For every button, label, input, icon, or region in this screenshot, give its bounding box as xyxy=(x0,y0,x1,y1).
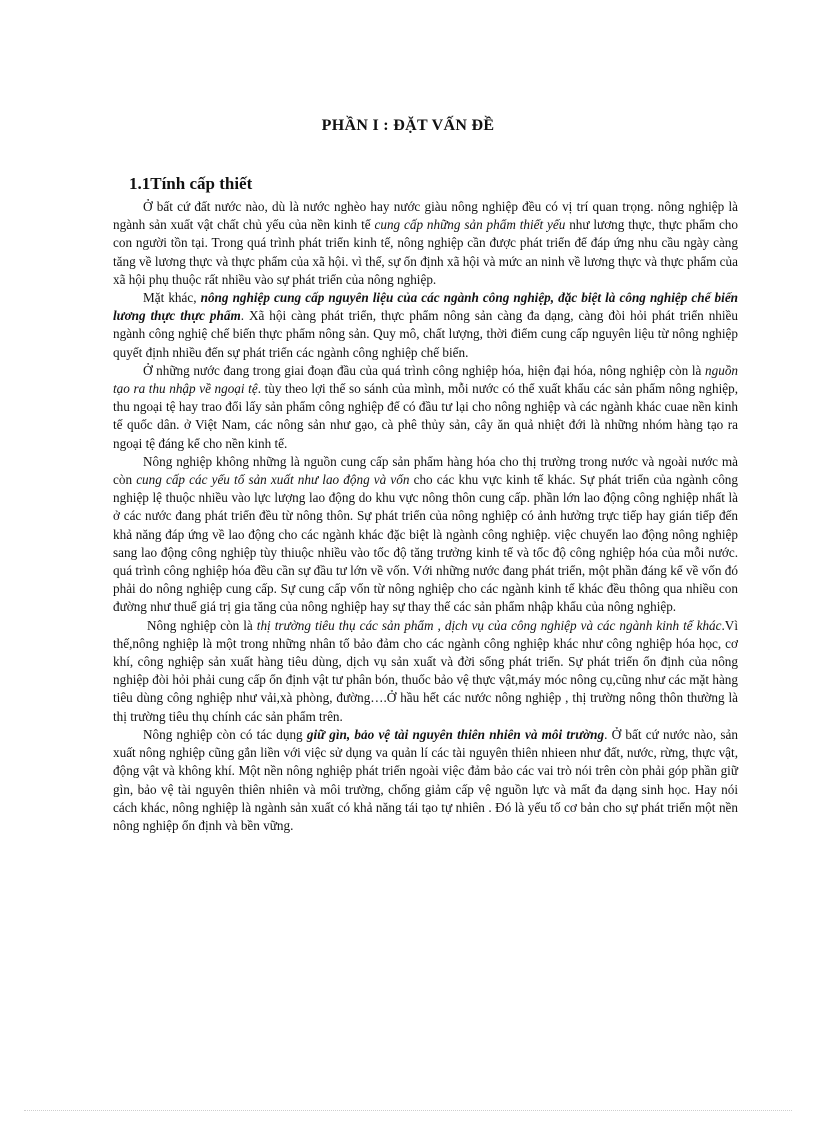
paragraph-5 xyxy=(113,617,738,726)
paragraph-4-rest: cho các khu vực kinh tế khác. Sự phát triển của ngành công nghiệp lệ thuộc nhiều vào lực lượng lao động do khu vực nông thôn cung cấp. phần lớn lao động công nghiệp nhất là ở các nước đang phát triển đều từ nông thôn. Sự phát triển của nông nghiệp có ảnh hưởng trực tiếp hay gián tiếp đến khả năng đáp ứng về lao động cho các ngành khác đặc biệt là ngành công nghiệp. việc chuyển lao động nông nghiệp sang lao động công nghiệp tùy thiuộc nhiều vào tốc độ tăng trưởng kinh tế và tốc độ công nghiệp hóa của mỗi nước. quá trình công nghiệp hóa đều cần sự đầu tư lớn về vốn. Với những nước đang phát triển, một phần đáng kể về vốn đó phải do nông nghiệp cung cấp. Sự cung cấp vốn từ nông nghiệp cho các ngành kinh tế khác đều thông qua nhiều con đường như thuế giá trị gia tăng của nông nghiệp hay sự thay thế các sản phẩm nhập khẩu của nông nghiệp. xyxy=(113,472,738,615)
paragraph-4-text: Nông nghiệp không những là nguồn cung cấp sản phẩm hàng hóa cho thị trường trong nước và ngoài nước mà còn xyxy=(113,453,738,488)
body-text xyxy=(113,198,738,835)
paragraph-1-text: Ở bất cứ đất nước nào, dù là nước nghèo hay nước giàu nông nghiệp đều có vị trí quan trọng. nông nghiệp là ngành sản xuất vật chất chủ yếu của nền kinh tế xyxy=(113,199,738,233)
paragraph-3-emphasis: nguồn tạo ra thu nhập về ngoại tệ xyxy=(113,362,738,397)
paragraph-4-emphasis: cung cấp các yếu tố sản xuất như lao động và vốn xyxy=(136,472,410,488)
page-bottom-divider xyxy=(24,1110,792,1111)
paragraph-3-rest: . tùy theo lợi thế so sánh của mình, mỗi nước có thể xuất khẩu các sản phẩm nông nghiệp, thu ngoại tệ hay trao đổi lấy sản phẩm công nghiệp để có đầu tư lại cho nông nghiệp và các ngành khác cuae nền kinh tế quốc dân. ở Việt Nam, các nông sản như gạo, cà phê thủy sản, cây ăn quả nhiệt đới là những nhóm hàng tạo ra ngoại tệ đáng kể cho nền kinh tế. xyxy=(113,381,738,451)
section-heading: 1.1Tính cấp thiết xyxy=(129,174,253,193)
paragraph-2-text: Mặt khác, xyxy=(143,290,201,306)
paragraph-2 xyxy=(113,289,738,362)
paragraph-1 xyxy=(113,198,738,289)
paragraph-6-emphasis: giữ gìn, bảo vệ tài nguyên thiên nhiên và môi trường xyxy=(306,726,605,742)
page-title: PHẦN I : ĐẶT VẤN ĐỀ xyxy=(321,117,495,134)
paragraph-6-rest: . Ở bất cứ nước nào, sản xuất nông nghiệp cũng gắn liền với việc sử dụng va quản lí các tài nguyên thiên nhieen như đất, nước, rừng, thực vật, động vật và không khí. Một nền nông nghiệp phát triển ngoài việc đảm bảo các vai trò nói trên còn phải góp phần giữ gìn, bảo vệ tài nguyên thiên nhiên và môi trường, chống giảm cấp vệ nguồn lực và mất đa dạng sinh học. Hay nói cách khác, nông nghiệp là ngành sản xuất có khả năng tái tạo tự nhiên . Đó là yếu tố cơ bản cho sự phát triển một nền nông nghiệp ổn định và bền vững. xyxy=(113,726,738,833)
paragraph-3 xyxy=(113,362,738,453)
paragraph-2-emphasis: nông nghiệp cung cấp nguyên liệu của các ngành công nghiệp, đặc biệt là công nghiệp chế biến lương thực thực phẩm xyxy=(113,290,739,324)
paragraph-6 xyxy=(113,726,738,835)
paragraph-1-rest: như lương thực, thực phẩm cho con người tồn tại. Trong quá trình phát triển kinh tế, nông nghiệp cần được phát triển để đáp ứng nhu cầu ngày càng tăng về lương thực và thực phẩm của xã hội. vì thế, sự ổn định xã hội và mức an ninh về lương thực và thực phẩm của xã hội phụ thuộc rất nhiều vào sự phát triển của nông nghiệp. xyxy=(113,217,738,287)
paragraph-3-text: Ở những nước đang trong giai đoạn đầu của quá trình công nghiệp hóa, hiện đại hóa, nông nghiệp còn là xyxy=(143,362,706,378)
paragraph-5-emphasis: thị trường tiêu thụ các sản phẩm , dịch vụ của công nghiệp và các ngành kinh tế khác xyxy=(256,617,722,633)
paragraph-2-rest: . Xã hội càng phát triển, thực phẩm nông sản càng đa dạng, càng đòi hỏi phát triển nhiều ngành công nghiệ chế biến thực phẩm nông sản. Quy mô, chất lượng, thời điểm cung cấp nguyên liệu từ nông nghiệp quyết định nhiều đến sự phát triển các ngành công nghiệp chế biến. xyxy=(113,308,738,360)
paragraph-6-text: Nông nghiệp còn có tác dụng xyxy=(143,726,307,742)
paragraph-5-rest: .Vì thế,nông nghiệp là một trong những nhân tố bảo đảm cho các ngành công nghiệp khác như công nghiệp hóa học, cơ khí, công nghiệp sản xuất hàng tiêu dùng, dịch vụ sản xuất và đời sống phát triển. Sự phát triển ổn định của nông nghiệp đòi hỏi phải cung cấp ổn định vật tư phân bón, thuốc bảo vệ thực vật,máy móc nông cụ,cũng như các mặt hàng tiêu dùng công nghiệp như vải,xà phòng, đường….Ở hầu hết các nước nông nghiệp , thị trường nông thôn thường là thị trường tiêu thụ chính các sản phẩm trên. xyxy=(113,617,738,724)
paragraph-1-emphasis: cung cấp những sản phẩm thiết yếu xyxy=(374,217,566,233)
paragraph-5-text: Nông nghiệp còn là xyxy=(147,617,257,633)
paragraph-4 xyxy=(113,453,738,617)
